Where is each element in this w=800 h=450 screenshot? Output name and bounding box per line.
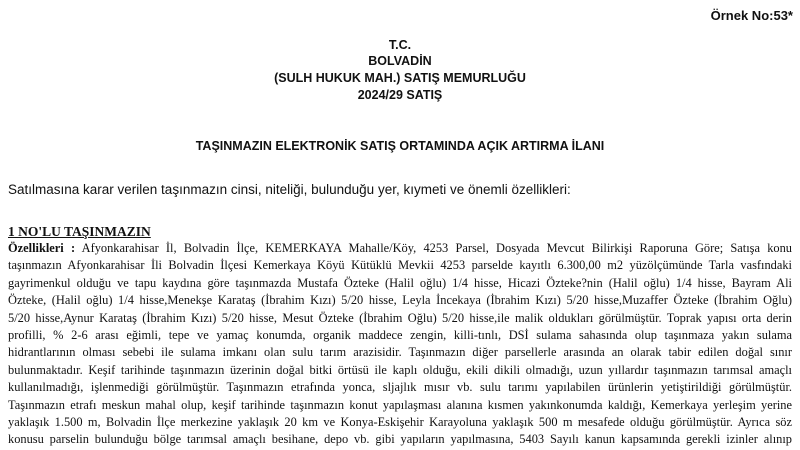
features-label: Özellikleri : (8, 241, 76, 255)
header-district: BOLVADİN (368, 54, 432, 68)
description-line: kullanılmadığı, işlenmediği görülmüştür. Taşınmazın etrafında yonca, sljajlık mısır vb. sulu tarımı yapılabilen ürünlerin yetiştirildiği görülmüştür. (8, 380, 792, 395)
property-description (8, 240, 792, 449)
header-republic: T.C. (388, 38, 412, 52)
announcement-title: TAŞINMAZIN ELEKTRONİK SATIŞ ORTAMINDA AÇIK ARTIRMA İLANI (195, 139, 605, 153)
reference-number: Örnek No:53* (710, 8, 793, 23)
description-line: profilli, % 2-6 arası eğimli, tepe ve yamaç konumda, organik maddece zengin, killi-tınlı, DSİ sulama sahasında olup taşınmaza yakın sulama (8, 328, 792, 343)
property-heading: 1 NO'LU TAŞINMAZIN (8, 224, 151, 239)
description-line: Taşınmazın etrafı meskun mahal olup, keşif tarihinde taşınmazın konut yapılaşması alanına kısmen yakınkonumda kaldığı, Kemerkaya yerleşim yerine (8, 397, 792, 412)
description-line: yaklaşık 1.500 m, Bolvadin İlçe merkezine yaklaşık 20 km ve Konya-Eskişehir Karayoluna yaklaşık 500 m mesafede olduğu görülmüştür. Ayrıca söz (8, 415, 792, 430)
description-line: taşınmazın Afyonkarahisar İli Bolvadin İlçesi Kemerkaya Köyü Kütüklü Mevkii 4253 parselde kayıtlı 6.300,00 m2 yüzölçümünde Tarla vasfındaki (8, 258, 792, 273)
description-line: bulunmaktadır. Keşif tarihinde taşınmazın üzerinin doğal bitki örtüsü ile kaplı olduğu, ekili dikili olmadığı, uzun yıllardır taşınmazın tarımsal amaçlı (8, 362, 792, 377)
description-line: gayrimenkul olduğu ve tapu kaydına göre taşınmazda Mustafa Özteke (Halil oğlu) 1/4 hisse, Hicazi Özteke?nin (Halil oğlu) 1/4 hisse, Bayram Ali (8, 275, 792, 290)
header-office: (SULH HUKUK MAH.) SATIŞ MEMURLUĞU (274, 71, 526, 85)
description-line: Özteke, (Halil oğlu) 1/4 hisse,Menekşe Karataş (İbrahim Kızı) 5/20 hisse, Leyla İncekaya (İbrahim Kızı) 5/20 hisse,Muzaffer Özteke (İbrahim Oğlu) (8, 293, 792, 308)
intro-paragraph: Satılmasına karar verilen taşınmazın cinsi, niteliği, bulunduğu yer, kıymeti ve önemli özellikleri: (8, 182, 571, 197)
description-line: konusu parselin bulunduğu bölge tarımsal amaçlı besihane, depo vb. gibi yapıların yapılmasına, 5403 Sayılı kanun kapsamında gerekli izinler alınıp (8, 432, 792, 447)
description-line: 5/20 hisse,Aynur Karataş (İbrahim Kızı) 5/20 hisse, Mesut Özteke (İbrahim Oğlu) 5/20 hisse,ile malik oldukları görülmüştür. Toprak yapısı orta derin (8, 310, 792, 325)
description-line: Özellikleri : Afyonkarahisar İl, Bolvadin İlçe, KEMERKAYA Mahalle/Köy, 4253 Parsel, Dosyada Mevcut Bilirkişi Raporuna Göre; Satışa konu (8, 241, 792, 255)
header-case-number: 2024/29 SATIŞ (357, 88, 443, 102)
description-line: hidrantlarının olması sebebi ile sulama imkanı olan sulu tarım arazisidir. Taşınmazın diğer parsellerle arasında an olarak tabir edilen doğal sınır (8, 345, 792, 360)
